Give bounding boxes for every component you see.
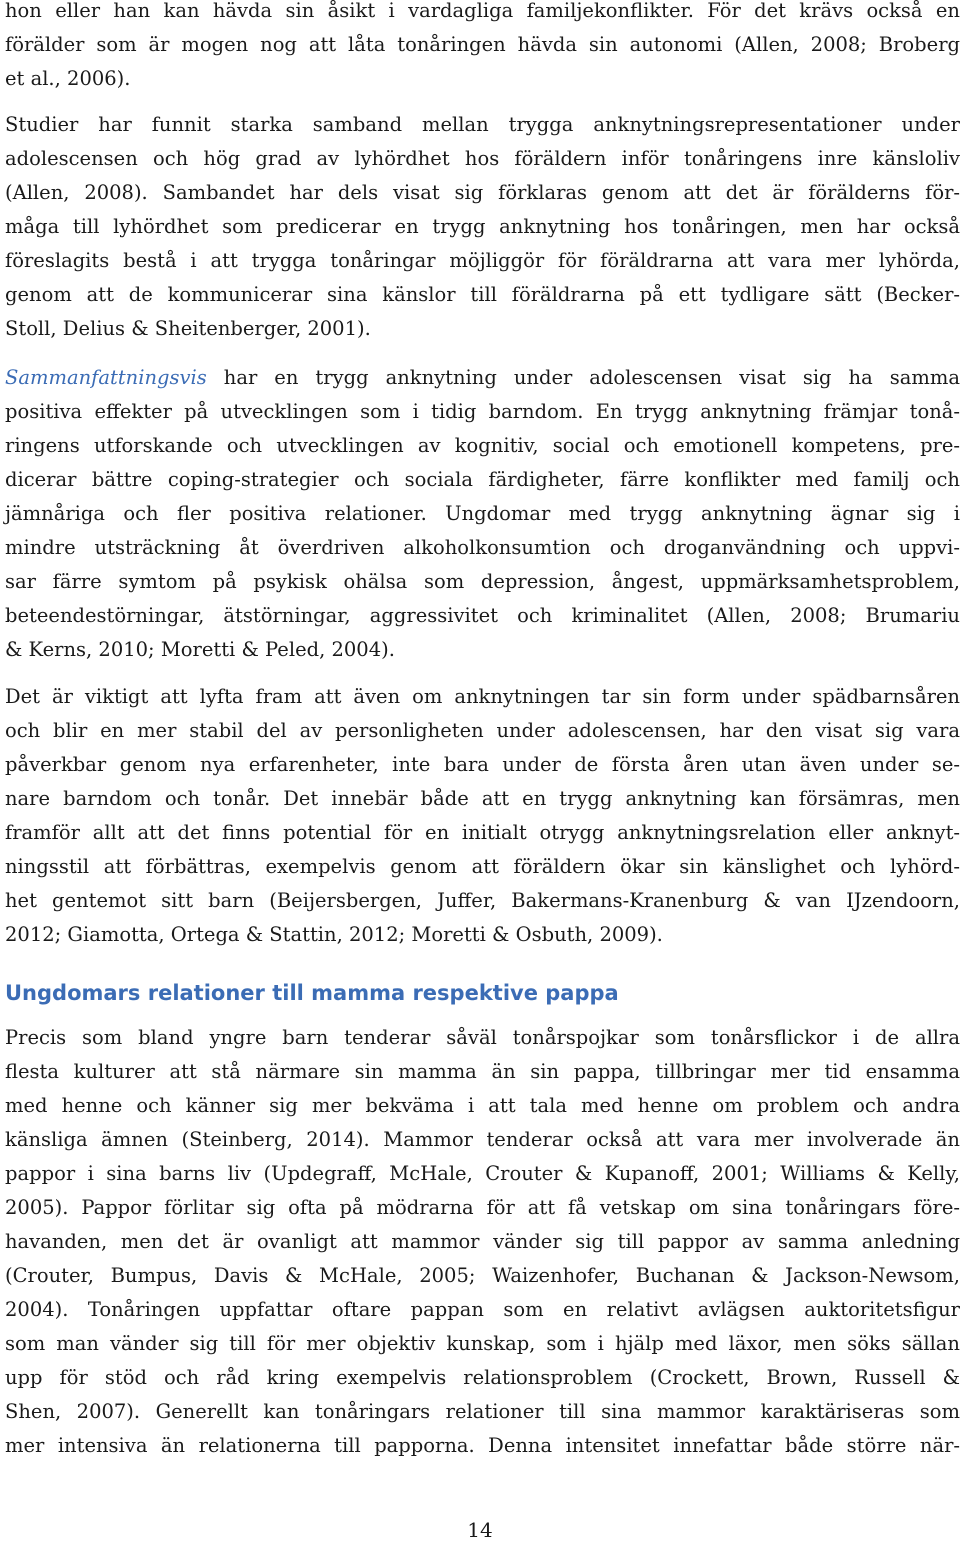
text-line: hon eller han kan hävda sin åsikt i vardagliga familjekonflikter. För det krävs också en <box>5 0 960 22</box>
text-line: upp för stöd och råd kring exempelvis relationsproblem (Crockett, Brown, Russell & <box>5 1366 960 1389</box>
paragraph <box>5 0 960 96</box>
text-line <box>5 361 960 395</box>
text-line: beteendestörningar, ätstörningar, aggressivitet och kriminalitet (Allen, 2008; Brumariu <box>5 604 960 627</box>
text-line: (Crouter, Bumpus, Davis & McHale, 2005; Waizenhofer, Buchanan & Jackson-Newsom, <box>5 1264 960 1287</box>
text-line: sar färre symtom på psykisk ohälsa som depression, ångest, uppmärksamhetsproblem, <box>5 570 960 593</box>
paragraph <box>5 361 960 667</box>
text-line: förälder som är mogen nog att låta tonåringen hävda sin autonomi (Allen, 2008; Broberg <box>5 33 960 56</box>
text-line: Precis som bland yngre barn tenderar såväl tonårspojkar som tonårsflickor i de allra <box>5 1026 960 1049</box>
text-line: Studier har funnit starka samband mellan trygga anknytningsrepresentationer under <box>5 113 960 136</box>
text-line: jämnåriga och fler positiva relationer. Ungdomar med trygg anknytning ägnar sig i <box>5 502 960 525</box>
paragraph <box>5 680 960 952</box>
lead-word: Sammanfattningsvis <box>5 366 207 389</box>
text-line: måga till lyhördhet som predicerar en trygg anknytning hos tonåringen, men har också <box>5 215 960 238</box>
text-line: positiva effekter på utvecklingen som i tidig barndom. En trygg anknytning främjar tonå- <box>5 400 960 423</box>
text-line: 2004). Tonåringen uppfattar oftare pappan som en relativt avlägsen auktoritetsfigur <box>5 1298 960 1321</box>
text-line: havanden, men det är ovanligt att mammor vänder sig till pappor av samma anledning <box>5 1230 960 1253</box>
text-line: Stoll, Delius & Sheitenberger, 2001). <box>5 317 371 340</box>
text-line: Shen, 2007). Generellt kan tonåringars relationer till sina mammor karaktäriseras som <box>5 1400 960 1423</box>
text-line: adolescensen och hög grad av lyhördhet hos föräldern inför tonåringens inre känsloliv <box>5 147 960 170</box>
text-line: 2005). Pappor förlitar sig ofta på mödrarna för att få vetskap om sina tonåringars före- <box>5 1196 960 1219</box>
text-line: föreslagits bestå i att trygga tonåringar möjliggör för föräldrarna att vara mer lyhörda, <box>5 249 960 272</box>
text-line: 2012; Giamotta, Ortega & Stattin, 2012; Moretti & Osbuth, 2009). <box>5 923 663 946</box>
text-line: mer intensiva än relationerna till papporna. Denna intensitet innefattar både större när- <box>5 1434 960 1457</box>
paragraph <box>5 1021 960 1463</box>
text-line: som man vänder sig till för mer objektiv kunskap, som i hjälp med läxor, men söks sällan <box>5 1332 960 1355</box>
text-line: nare barndom och tonår. Det innebär både att en trygg anknytning kan försämras, men <box>5 787 960 810</box>
text-fragment: har en trygg anknytning under adolescensen visat sig ha samma <box>206 366 960 389</box>
text-line: & Kerns, 2010; Moretti & Peled, 2004). <box>5 638 395 661</box>
section-heading: Ungdomars relationer till mamma respektive pappa <box>5 981 619 1005</box>
text-line: påverkbar genom nya erfarenheter, inte bara under de första åren utan även under se- <box>5 753 960 776</box>
text-line: dicerar bättre coping-strategier och sociala färdigheter, färre konflikter med familj och <box>5 468 960 491</box>
paragraph <box>5 108 960 346</box>
text-line: (Allen, 2008). Sambandet har dels visat sig förklaras genom att det är förälderns för- <box>5 181 960 204</box>
text-line: framför allt att det finns potential för en initialt otrygg anknytningsrelation eller anknyt- <box>5 821 960 844</box>
page-number: 14 <box>467 1518 493 1542</box>
text-line: het gentemot sitt barn (Beijersbergen, Juffer, Bakermans-Kranenburg & van IJzendoorn, <box>5 889 960 912</box>
text-line: ringens utforskande och utvecklingen av kognitiv, social och emotionell kompetens, pre- <box>5 434 960 457</box>
text-line: et al., 2006). <box>5 67 131 90</box>
text-line: med henne och känner sig mer bekväma i att tala med henne om problem och andra <box>5 1094 960 1117</box>
text-line: känsliga ämnen (Steinberg, 2014). Mammor tenderar också att vara mer involverade än <box>5 1128 960 1151</box>
text-line: och blir en mer stabil del av personligheten under adolescensen, har den visat sig vara <box>5 719 960 742</box>
text-line: genom att de kommunicerar sina känslor till föräldrarna på ett tydligare sätt (Becker- <box>5 283 960 306</box>
text-line: flesta kulturer att stå närmare sin mamma än sin pappa, tillbringar mer tid ensamma <box>5 1060 960 1083</box>
text-line: Det är viktigt att lyfta fram att även om anknytningen tar sin form under spädbarnsåren <box>5 685 960 708</box>
text-line: ningsstil att förbättras, exempelvis genom att föräldern ökar sin känslighet och lyhörd- <box>5 855 960 878</box>
text-line: pappor i sina barns liv (Updegraff, McHale, Crouter & Kupanoff, 2001; Williams & Kelly, <box>5 1162 960 1185</box>
text-line: mindre utsträckning åt överdriven alkoholkonsumtion och droganvändning och uppvi- <box>5 536 960 559</box>
